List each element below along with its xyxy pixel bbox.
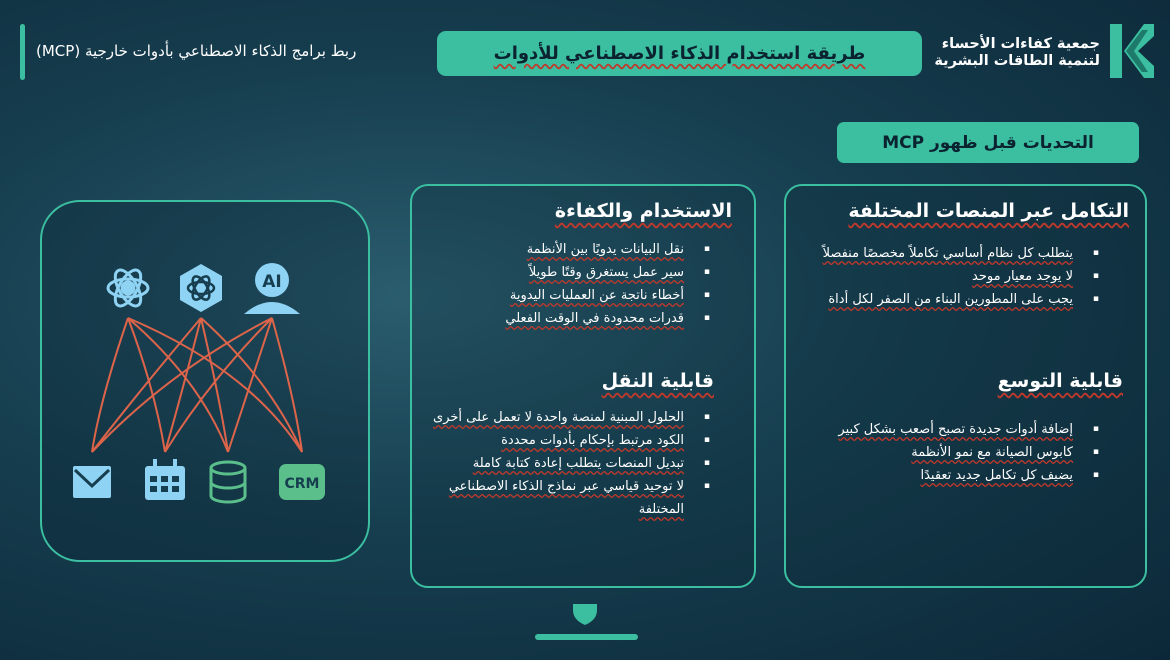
panel-integration-scalability [784,184,1147,588]
section-title-scalability: قابلية التوسع [997,370,1123,392]
list-item: ▪ قدرات محدودة في الوقت الفعلي [414,307,684,330]
accent-bar [20,24,25,80]
list-item: ▪ تبديل المنصات يتطلب إعادة كتابة كاملة [414,452,684,475]
org-line-1: جمعية كفاءات الأحساء [941,36,1100,52]
challenges-heading-banner [837,122,1139,163]
logo-icon [1108,22,1154,80]
section-title-portability: قابلية النقل [601,370,714,392]
panel-usage-portability [410,184,756,588]
list-item: ▪ الحلول المبنية لمنصة واحدة لا تعمل على أخرى [414,406,684,429]
integration-list [783,242,1091,311]
list-item: ▪ إضافة أدوات جديدة تصبح أصعب بشكل كبير [783,418,1073,441]
slide-subtitle: ربط برامج الذكاء الاصطناعي بأدوات خارجية (MCP) [36,42,357,60]
slide-title-banner [437,31,922,76]
scalability-list [783,418,1091,487]
list-item: ▪ سير عمل يستغرق وقتًا طويلاً [414,261,684,284]
list-item: ▪ يضيف كل تكامل جديد تعقيدًا [783,464,1073,487]
crm-icon [279,464,325,500]
list-item: ▪ أخطاء ناتجة عن العمليات اليدوية [414,284,684,307]
openai-icon [180,264,222,312]
organization-name [934,36,1100,70]
list-item: ▪ نقل البيانات يدويًا بين الأنظمة [414,238,684,261]
list-item: ▪ يجب على المطورين البناء من الصفر لكل أداة [783,288,1073,311]
bottom-accent-bar [535,634,638,640]
openai-icon [108,266,148,310]
list-item: ▪ لا يوجد معيار موحد [783,265,1073,288]
section-title-integration: التكامل عبر المنصات المختلفة [848,200,1129,222]
shield-marker-icon [571,602,599,626]
section-title-usage: الاستخدام والكفاءة [554,200,732,222]
list-item: ▪ كابوس الصيانة مع نمو الأنظمة [783,441,1073,464]
illustration-panel [40,200,370,562]
usage-list [414,238,702,330]
list-item: ▪ لا توحيد قياسي عبر نماذج الذكاء الاصطناعي المختلفة [414,475,684,521]
email-icon [73,466,111,498]
list-item: ▪ الكود مرتبط بإحكام بأدوات محددة [414,429,684,452]
connection-lines [92,318,302,452]
org-line-2: لتنمية الطاقات البشرية [934,53,1100,69]
ai-agent-icon [244,263,300,314]
ai-tools-diagram [40,200,370,562]
database-icon [211,462,245,502]
crm-label: CRM [284,476,320,492]
challenges-heading: التحديات قبل ظهور MCP [882,132,1094,153]
slide-title: طريقة استخدام الذكاء الاصطناعي للأدوات [493,43,866,64]
list-item: ▪ يتطلب كل نظام أساسي تكاملاً مخصصًا منفصلاً [783,242,1073,265]
portability-list [414,406,702,521]
calendar-icon [145,459,185,500]
ai-agent-label: AI [262,272,282,292]
